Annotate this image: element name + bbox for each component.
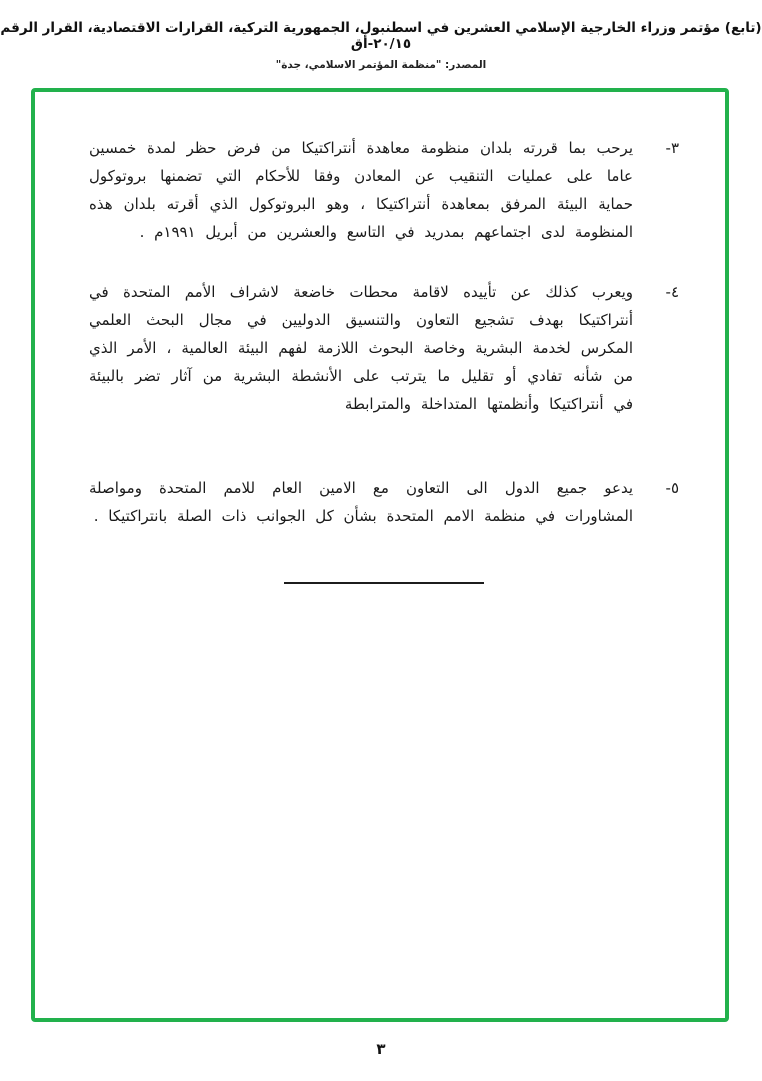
page-footer [0, 1040, 762, 1058]
page-number: ٣ [376, 1040, 386, 1058]
paragraph-4 [89, 278, 679, 418]
paragraph-4-text: ويعرب كذلك عن تأييده لاقامة محطات خاضعة لاشراف الأمم المتحدة في أنتراكتيكا بهدف تشجيع التعاون والتنسيق الدوليين في مجال البحث العلمي المكرس لخدمة البشرية وخاصة البحوث اللازمة لفهم البيئة العالمية ، الأمر الذي من شأنه تفادي أو تقليل ما يترتب على الأنشطة البشرية من آثار تضر بالبيئة في أنتراكتيكا وأنظمتها المتداخلة والمترابطة [89, 283, 633, 413]
paragraph-5 [89, 474, 679, 530]
separator-line [284, 582, 484, 584]
scanned-document-frame [31, 88, 729, 1022]
paragraph-5-number: ٥- [665, 479, 679, 497]
header-source: المصدر: "منظمة المؤتمر الاسلامي، جدة" [275, 59, 487, 71]
paragraph-3 [89, 134, 679, 246]
document-body [35, 92, 725, 584]
header-title: (تابع) مؤتمر وزراء الخارجية الإسلامي العشرين في اسطنبول، الجمهورية التركية، القرارات الاقتصادية، القرار الرقم ٢٠/١٥-أق [0, 20, 762, 52]
paragraph-3-text: يرحب بما قررته بلدان منظومة معاهدة أنتراكتيكا من فرض حظر لمدة خمسين عاما على عمليات التنقيب عن المعادن وفقا للأحكام التي تضمنها بروتوكول حماية البيئة المرفق بمعاهدة أنتراكتيكا ، وهو البروتوكول الذي أقرته بلدان هذه المنظومة لدى اجتماعهم بمدريد في التاسع والعشرين من أبريل ١٩٩١م . [89, 139, 633, 241]
paragraph-5-text: يدعو جميع الدول الى التعاون مع الامين العام للامم المتحدة ومواصلة المشاورات في منظمة الامم المتحدة بشأن كل الجوانب ذات الصلة بانتراكتيكا . [89, 479, 633, 525]
document-header [0, 20, 762, 71]
paragraph-3-number: ٣- [665, 139, 679, 157]
paragraph-4-number: ٤- [665, 283, 679, 301]
